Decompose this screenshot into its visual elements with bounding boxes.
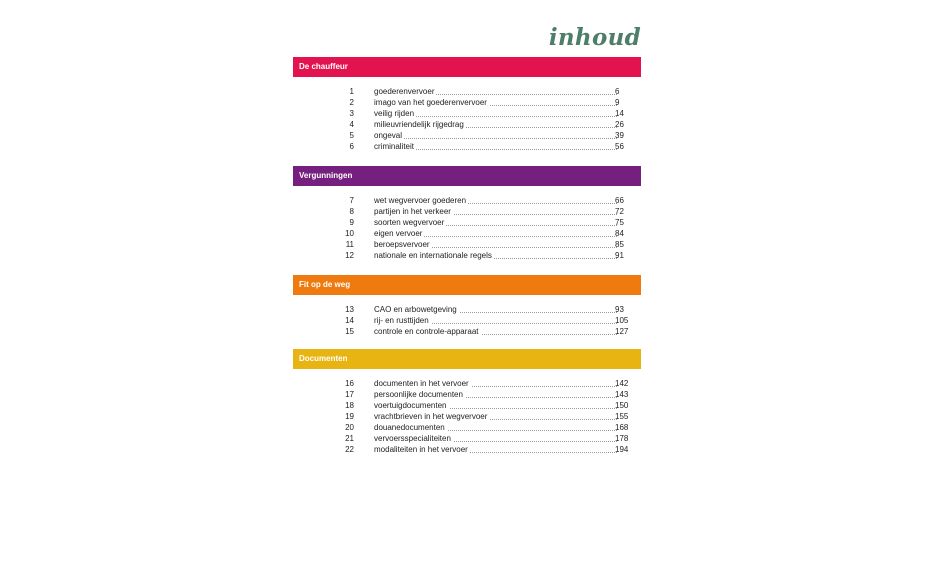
chapter-number: 14	[345, 316, 354, 325]
toc-entry[interactable]	[293, 130, 641, 141]
chapter-title: modaliteiten in het vervoer	[374, 444, 617, 455]
page-number: 143	[615, 390, 629, 399]
entry-list	[293, 304, 641, 337]
toc-entry[interactable]	[293, 389, 641, 400]
page-number: 142	[615, 379, 629, 388]
toc-entry[interactable]	[293, 433, 641, 444]
chapter-number: 3	[349, 109, 354, 118]
chapter-number: 13	[345, 305, 354, 314]
chapter-title: goederenvervoer	[374, 86, 617, 97]
page-number: 91	[615, 251, 624, 260]
toc-entry[interactable]	[293, 411, 641, 422]
toc-entry[interactable]	[293, 206, 641, 217]
section-header: Vergunningen	[293, 166, 641, 186]
chapter-title: wet wegvervoer goederen	[374, 195, 617, 206]
toc-entry[interactable]	[293, 239, 641, 250]
chapter-title: beroepsvervoer	[374, 239, 617, 250]
chapter-title: soorten wegvervoer	[374, 217, 617, 228]
chapter-number: 16	[345, 379, 354, 388]
chapter-title: milieuvriendelijk rijgedrag	[374, 119, 617, 130]
toc-section	[293, 57, 641, 152]
toc-entry[interactable]	[293, 326, 641, 337]
page-number: 155	[615, 412, 629, 421]
page-number: 39	[615, 131, 624, 140]
page-number: 105	[615, 316, 629, 325]
page-number: 194	[615, 445, 629, 454]
chapter-number: 11	[345, 240, 354, 249]
chapter-title: ongeval	[374, 130, 617, 141]
chapter-number: 8	[349, 207, 354, 216]
toc-entry[interactable]	[293, 250, 641, 261]
page-number: 26	[615, 120, 624, 129]
chapter-number: 1	[349, 87, 354, 96]
page-number: 9	[615, 98, 620, 107]
chapter-number: 20	[345, 423, 354, 432]
chapter-number: 2	[349, 98, 354, 107]
page-number: 93	[615, 305, 624, 314]
chapter-number: 6	[349, 142, 354, 151]
toc-entry[interactable]	[293, 108, 641, 119]
page-number: 75	[615, 218, 624, 227]
toc-section	[293, 349, 641, 455]
chapter-title: douanedocumenten	[374, 422, 617, 433]
chapter-title: controle en controle-apparaat	[374, 326, 617, 337]
entry-list	[293, 86, 641, 152]
page-number: 178	[615, 434, 629, 443]
chapter-title: nationale en internationale regels	[374, 250, 617, 261]
toc-entry[interactable]	[293, 400, 641, 411]
chapter-number: 15	[345, 327, 354, 336]
section-header: Fit op de weg	[293, 275, 641, 295]
section-header: De chauffeur	[293, 57, 641, 77]
page-number: 150	[615, 401, 629, 410]
entry-list	[293, 195, 641, 261]
chapter-number: 19	[345, 412, 354, 421]
chapter-title: eigen vervoer	[374, 228, 617, 239]
page-number: 85	[615, 240, 624, 249]
toc-entry[interactable]	[293, 195, 641, 206]
chapter-title: rij- en rusttijden	[374, 315, 617, 326]
chapter-title: veilig rijden	[374, 108, 617, 119]
toc-entry[interactable]	[293, 97, 641, 108]
page-number: 66	[615, 196, 624, 205]
toc-page	[265, 0, 675, 587]
toc-section	[293, 275, 641, 337]
entry-list	[293, 378, 641, 455]
toc-entry[interactable]	[293, 444, 641, 455]
chapter-title: vrachtbrieven in het wegvervoer	[374, 411, 617, 422]
chapter-number: 10	[345, 229, 354, 238]
toc-entry[interactable]	[293, 304, 641, 315]
chapter-number: 22	[345, 445, 354, 454]
chapter-title: persoonlijke documenten	[374, 389, 617, 400]
toc-entry[interactable]	[293, 378, 641, 389]
chapter-number: 9	[349, 218, 354, 227]
page-number: 6	[615, 87, 620, 96]
toc-entry[interactable]	[293, 315, 641, 326]
toc-entry[interactable]	[293, 86, 641, 97]
page-number: 127	[615, 327, 629, 336]
section-header: Documenten	[293, 349, 641, 369]
page-number: 72	[615, 207, 624, 216]
chapter-number: 18	[345, 401, 354, 410]
toc-entry[interactable]	[293, 141, 641, 152]
chapter-title: partijen in het verkeer	[374, 206, 617, 217]
page-number: 84	[615, 229, 624, 238]
chapter-number: 12	[345, 251, 354, 260]
chapter-number: 4	[349, 120, 354, 129]
toc-entry[interactable]	[293, 228, 641, 239]
chapter-number: 7	[349, 196, 354, 205]
chapter-title: vervoersspecialiteiten	[374, 433, 617, 444]
chapter-title: criminaliteit	[374, 141, 617, 152]
chapter-title: documenten in het vervoer	[374, 378, 617, 389]
toc-entry[interactable]	[293, 217, 641, 228]
chapter-number: 17	[345, 390, 354, 399]
chapter-number: 5	[349, 131, 354, 140]
toc-entry[interactable]	[293, 422, 641, 433]
chapter-title: voertuigdocumenten	[374, 400, 617, 411]
page-number: 14	[615, 109, 624, 118]
page-number: 56	[615, 142, 624, 151]
chapter-number: 21	[345, 434, 354, 443]
page-title: inhoud	[548, 24, 641, 51]
toc-section	[293, 166, 641, 261]
chapter-title: CAO en arbowetgeving	[374, 304, 617, 315]
chapter-title: imago van het goederenvervoer	[374, 97, 617, 108]
page-number: 168	[615, 423, 629, 432]
toc-entry[interactable]	[293, 119, 641, 130]
